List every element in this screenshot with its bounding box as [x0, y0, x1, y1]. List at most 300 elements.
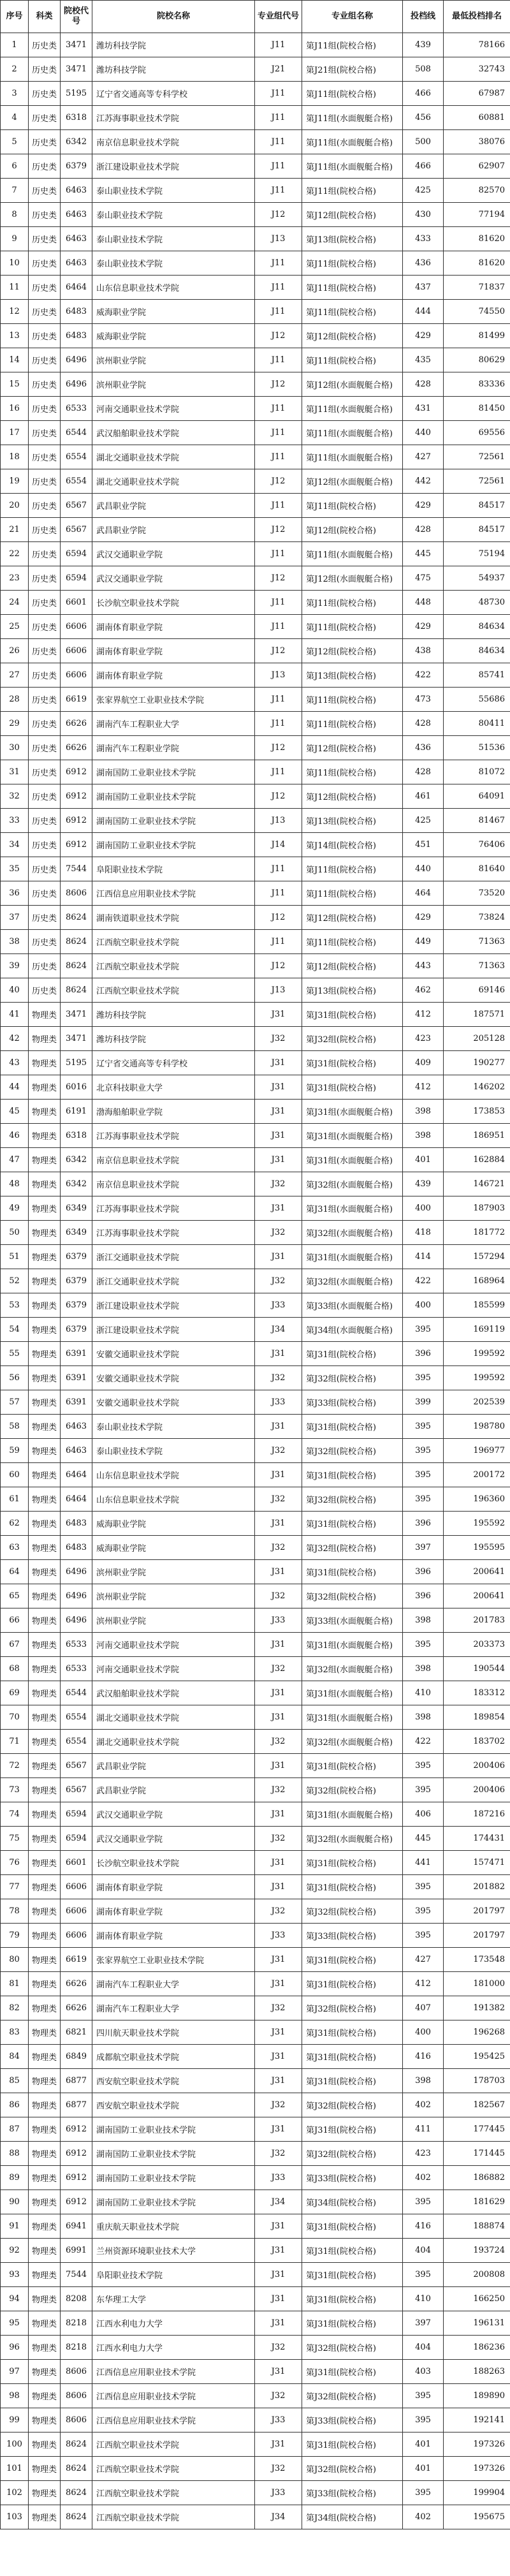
cell-cutoff-score: 473 — [403, 688, 444, 712]
cell-school-code: 6463 — [61, 203, 92, 227]
cell-cutoff-score: 445 — [403, 542, 444, 566]
table-row — [1, 179, 510, 203]
table-row — [1, 833, 510, 857]
cell-school-name: 江西航空职业技术学院 — [92, 930, 255, 954]
cell-major-group-name: 第J14组(院校合格) — [302, 833, 403, 857]
cell-category: 物理类 — [29, 1924, 61, 1948]
cell-category: 物理类 — [29, 2263, 61, 2287]
cell-min-rank: 181772 — [444, 1221, 510, 1245]
cell-school-code: 6567 — [61, 494, 92, 518]
cell-cutoff-score: 466 — [403, 154, 444, 179]
cell-min-rank: 196268 — [444, 2020, 510, 2045]
cell-major-group-code: J12 — [255, 203, 302, 227]
table-row — [1, 978, 510, 1003]
cell-min-rank: 83336 — [444, 372, 510, 397]
cell-major-group-code: J12 — [255, 518, 302, 542]
cell-school-name: 威海职业学院 — [92, 1512, 255, 1536]
cell-major-group-name: 第J31组(院校合格) — [302, 1851, 403, 1875]
cell-major-group-name: 第J32组(水面舰艇合格) — [302, 1730, 403, 1754]
cell-school-code: 6544 — [61, 421, 92, 445]
cell-major-group-name: 第J11组(院校合格) — [302, 300, 403, 324]
cell-seq: 21 — [1, 518, 29, 542]
cell-major-group-code: J31 — [255, 1051, 302, 1075]
cell-seq: 97 — [1, 2360, 29, 2384]
cell-category: 物理类 — [29, 1463, 61, 1487]
cell-school-name: 威海职业学院 — [92, 324, 255, 348]
table-row — [1, 1342, 510, 1366]
table-row — [1, 1027, 510, 1051]
cell-min-rank: 182567 — [444, 2093, 510, 2117]
cell-school-name: 湖南国防工业职业技术学院 — [92, 2166, 255, 2190]
cell-cutoff-score: 418 — [403, 1221, 444, 1245]
cell-category: 物理类 — [29, 1899, 61, 1924]
cell-major-group-code: J31 — [255, 1148, 302, 1172]
cell-category: 历史类 — [29, 857, 61, 881]
cell-cutoff-score: 449 — [403, 930, 444, 954]
cell-min-rank: 74550 — [444, 300, 510, 324]
cell-major-group-name: 第J31组(水面舰艇合格) — [302, 1196, 403, 1221]
cell-major-group-code: J31 — [255, 1948, 302, 1972]
table-row — [1, 1245, 510, 1269]
cell-school-name: 西安航空职业技术学院 — [92, 2093, 255, 2117]
cell-major-group-name: 第J31组(院校合格) — [302, 2360, 403, 2384]
cell-school-name: 滨州职业学院 — [92, 1560, 255, 1584]
cell-school-name: 浙江建设职业技术学院 — [92, 154, 255, 179]
cell-school-name: 湖南汽车工程职业大学 — [92, 712, 255, 736]
cell-seq: 42 — [1, 1027, 29, 1051]
table-body — [1, 33, 510, 2529]
table-row — [1, 2360, 510, 2384]
cell-school-name: 湖南汽车工程职业学院 — [92, 736, 255, 760]
cell-min-rank: 81620 — [444, 251, 510, 276]
cell-major-group-code: J11 — [255, 615, 302, 639]
cell-seq: 18 — [1, 445, 29, 469]
cell-seq: 30 — [1, 736, 29, 760]
cell-school-code: 6463 — [61, 1415, 92, 1439]
cell-school-name: 湖南国防工业职业技术学院 — [92, 784, 255, 809]
cell-school-name: 江西航空职业技术学院 — [92, 2481, 255, 2505]
cell-seq: 39 — [1, 954, 29, 978]
cell-school-name: 江西航空职业技术学院 — [92, 2505, 255, 2529]
cell-min-rank: 183312 — [444, 1681, 510, 1705]
cell-major-group-name: 第J12组(院校合格) — [302, 906, 403, 930]
cell-major-group-code: J31 — [255, 2263, 302, 2287]
cell-major-group-name: 第J12组(院校合格) — [302, 736, 403, 760]
cell-major-group-name: 第J33组(院校合格) — [302, 1924, 403, 1948]
cell-school-name: 江苏海事职业技术学院 — [92, 1221, 255, 1245]
table-row — [1, 2287, 510, 2311]
cell-major-group-code: J31 — [255, 2214, 302, 2239]
cell-school-name: 湖南国防工业职业技术学院 — [92, 833, 255, 857]
cell-category: 物理类 — [29, 1972, 61, 1996]
cell-seq: 80 — [1, 1948, 29, 1972]
cell-school-code: 5195 — [61, 82, 92, 106]
cell-min-rank: 201882 — [444, 1875, 510, 1899]
cell-cutoff-score: 433 — [403, 227, 444, 251]
cell-school-code: 6594 — [61, 566, 92, 591]
cell-category: 物理类 — [29, 2336, 61, 2360]
cell-cutoff-score: 440 — [403, 421, 444, 445]
cell-cutoff-score: 398 — [403, 1657, 444, 1681]
cell-min-rank: 77194 — [444, 203, 510, 227]
cell-school-name: 渤海船舶职业学院 — [92, 1100, 255, 1124]
cell-seq: 95 — [1, 2311, 29, 2336]
table-row — [1, 1463, 510, 1487]
cell-seq: 27 — [1, 663, 29, 688]
table-row — [1, 930, 510, 954]
cell-school-name: 湖南国防工业职业技术学院 — [92, 2142, 255, 2166]
table-row — [1, 881, 510, 906]
cell-school-code: 6533 — [61, 1633, 92, 1657]
cell-school-name: 长沙航空职业技术学院 — [92, 591, 255, 615]
cell-major-group-name: 第J32组(院校合格) — [302, 1536, 403, 1560]
cell-major-group-name: 第J33组(院校合格) — [302, 2481, 403, 2505]
cell-school-code: 6912 — [61, 784, 92, 809]
cell-cutoff-score: 397 — [403, 2311, 444, 2336]
cell-school-name: 武汉交通职业学院 — [92, 1802, 255, 1827]
cell-cutoff-score: 395 — [403, 1366, 444, 1390]
cell-seq: 36 — [1, 881, 29, 906]
cell-category: 历史类 — [29, 978, 61, 1003]
cell-school-code: 6626 — [61, 736, 92, 760]
cell-major-group-code: J34 — [255, 2505, 302, 2529]
cell-cutoff-score: 429 — [403, 494, 444, 518]
cell-school-code: 6554 — [61, 1705, 92, 1730]
cell-school-name: 辽宁省交通高等专科学校 — [92, 1051, 255, 1075]
cell-seq: 2 — [1, 57, 29, 82]
table-row — [1, 906, 510, 930]
cell-category: 历史类 — [29, 518, 61, 542]
cell-major-group-name: 第J31组(院校合格) — [302, 1051, 403, 1075]
cell-seq: 83 — [1, 2020, 29, 2045]
cell-cutoff-score: 441 — [403, 1851, 444, 1875]
cell-school-code: 8606 — [61, 881, 92, 906]
cell-major-group-name: 第J11组(院校合格) — [302, 591, 403, 615]
cell-major-group-code: J12 — [255, 566, 302, 591]
cell-cutoff-score: 428 — [403, 760, 444, 784]
cell-seq: 76 — [1, 1851, 29, 1875]
cell-seq: 63 — [1, 1536, 29, 1560]
cell-major-group-name: 第J31组(院校合格) — [302, 1075, 403, 1100]
cell-min-rank: 48730 — [444, 591, 510, 615]
cell-category: 历史类 — [29, 179, 61, 203]
header-seq: 序号 — [1, 1, 29, 33]
header-major-group-code: 专业组代号 — [255, 1, 302, 33]
cell-major-group-name: 第J32组(院校合格) — [302, 2336, 403, 2360]
table-row — [1, 276, 510, 300]
cell-major-group-name: 第J13组(院校合格) — [302, 663, 403, 688]
table-row — [1, 542, 510, 566]
table-row — [1, 1633, 510, 1657]
cell-category: 物理类 — [29, 2117, 61, 2142]
table-row — [1, 2117, 510, 2142]
cell-school-name: 张家界航空工业职业技术学院 — [92, 688, 255, 712]
table-row — [1, 1681, 510, 1705]
cell-seq: 78 — [1, 1899, 29, 1924]
cell-major-group-code: J31 — [255, 1560, 302, 1584]
cell-category: 物理类 — [29, 1681, 61, 1705]
cell-major-group-name: 第J33组(水面舰艇合格) — [302, 1293, 403, 1318]
cell-major-group-code: J12 — [255, 639, 302, 663]
table-row — [1, 1269, 510, 1293]
cell-school-code: 6877 — [61, 2069, 92, 2093]
cell-category: 物理类 — [29, 2311, 61, 2336]
cell-school-code: 6567 — [61, 1754, 92, 1778]
cell-school-code: 6379 — [61, 1293, 92, 1318]
cell-category: 物理类 — [29, 1584, 61, 1608]
cell-major-group-code: J32 — [255, 1778, 302, 1802]
cell-cutoff-score: 401 — [403, 2457, 444, 2481]
cell-cutoff-score: 425 — [403, 179, 444, 203]
cell-school-name: 湖南体育职业学院 — [92, 615, 255, 639]
cell-school-code: 6912 — [61, 833, 92, 857]
cell-major-group-code: J11 — [255, 276, 302, 300]
cell-major-group-code: J11 — [255, 881, 302, 906]
cell-seq: 24 — [1, 591, 29, 615]
cell-min-rank: 181629 — [444, 2190, 510, 2214]
table-row — [1, 1221, 510, 1245]
cell-school-name: 张家界航空工业职业技术学院 — [92, 1948, 255, 1972]
cell-school-name: 湖南体育职业学院 — [92, 1875, 255, 1899]
header-min-rank: 最低投档排名 — [444, 1, 510, 33]
cell-seq: 68 — [1, 1657, 29, 1681]
cell-major-group-name: 第J31组(院校合格) — [302, 2020, 403, 2045]
cell-min-rank: 171445 — [444, 2142, 510, 2166]
cell-major-group-code: J11 — [255, 542, 302, 566]
cell-seq: 40 — [1, 978, 29, 1003]
cell-school-code: 6496 — [61, 1560, 92, 1584]
cell-major-group-name: 第J32组(院校合格) — [302, 1584, 403, 1608]
cell-major-group-code: J31 — [255, 1342, 302, 1366]
cell-school-code: 6496 — [61, 348, 92, 372]
cell-category: 历史类 — [29, 591, 61, 615]
cell-min-rank: 183702 — [444, 1730, 510, 1754]
cell-major-group-name: 第J31组(水面舰艇合格) — [302, 1148, 403, 1172]
table-row — [1, 1536, 510, 1560]
cell-cutoff-score: 395 — [403, 2408, 444, 2432]
cell-major-group-code: J11 — [255, 591, 302, 615]
cell-cutoff-score: 451 — [403, 833, 444, 857]
cell-major-group-code: J31 — [255, 2020, 302, 2045]
cell-min-rank: 181000 — [444, 1972, 510, 1996]
cell-min-rank: 192141 — [444, 2408, 510, 2432]
cell-school-code: 6379 — [61, 1318, 92, 1342]
cell-cutoff-score: 430 — [403, 203, 444, 227]
cell-school-name: 安徽交通职业技术学院 — [92, 1366, 255, 1390]
cell-major-group-name: 第J11组(院校合格) — [302, 251, 403, 276]
cell-major-group-name: 第J33组(院校合格) — [302, 1390, 403, 1415]
cell-major-group-name: 第J11组(院校合格) — [302, 179, 403, 203]
cell-cutoff-score: 402 — [403, 2093, 444, 2117]
cell-category: 物理类 — [29, 2481, 61, 2505]
cell-school-name: 安徽交通职业技术学院 — [92, 1342, 255, 1366]
cell-min-rank: 201783 — [444, 1608, 510, 1633]
cell-min-rank: 173853 — [444, 1100, 510, 1124]
cell-major-group-name: 第J31组(水面舰艇合格) — [302, 1705, 403, 1730]
cell-major-group-code: J31 — [255, 1075, 302, 1100]
cell-major-group-code: J31 — [255, 1003, 302, 1027]
cell-category: 历史类 — [29, 106, 61, 130]
cell-category: 历史类 — [29, 227, 61, 251]
cell-school-code: 6594 — [61, 1827, 92, 1851]
cell-major-group-name: 第J32组(院校合格) — [302, 1899, 403, 1924]
cell-major-group-name: 第J12组(院校合格) — [302, 324, 403, 348]
cell-cutoff-score: 397 — [403, 1536, 444, 1560]
table-row — [1, 2045, 510, 2069]
cell-school-code: 6554 — [61, 445, 92, 469]
table-row — [1, 2142, 510, 2166]
cell-cutoff-score: 395 — [403, 1899, 444, 1924]
cell-major-group-code: J31 — [255, 1802, 302, 1827]
table-row — [1, 1778, 510, 1802]
cell-major-group-name: 第J11组(院校合格) — [302, 857, 403, 881]
cell-school-code: 8624 — [61, 2432, 92, 2457]
cell-seq: 65 — [1, 1584, 29, 1608]
cell-school-code: 6349 — [61, 1196, 92, 1221]
cell-major-group-name: 第J32组(水面舰艇合格) — [302, 1269, 403, 1293]
cell-major-group-name: 第J11组(院校合格) — [302, 494, 403, 518]
cell-school-name: 武汉船舶职业技术学院 — [92, 421, 255, 445]
cell-school-code: 6483 — [61, 1512, 92, 1536]
table-row — [1, 1196, 510, 1221]
cell-category: 历史类 — [29, 881, 61, 906]
cell-cutoff-score: 429 — [403, 324, 444, 348]
cell-school-name: 湖北交通职业技术学院 — [92, 445, 255, 469]
cell-cutoff-score: 429 — [403, 906, 444, 930]
cell-cutoff-score: 395 — [403, 2481, 444, 2505]
cell-major-group-code: J31 — [255, 2432, 302, 2457]
table-row — [1, 2263, 510, 2287]
cell-category: 历史类 — [29, 566, 61, 591]
cell-school-name: 威海职业学院 — [92, 1536, 255, 1560]
table-row — [1, 736, 510, 760]
header-major-group-name: 专业组名称 — [302, 1, 403, 33]
cell-major-group-code: J11 — [255, 712, 302, 736]
cell-major-group-code: J11 — [255, 154, 302, 179]
cell-seq: 94 — [1, 2287, 29, 2311]
table-row — [1, 1608, 510, 1633]
cell-category: 物理类 — [29, 1342, 61, 1366]
cell-school-name: 泰山职业技术学院 — [92, 1439, 255, 1463]
table-row — [1, 445, 510, 469]
cell-major-group-code: J31 — [255, 1633, 302, 1657]
cell-cutoff-score: 462 — [403, 978, 444, 1003]
cell-seq: 50 — [1, 1221, 29, 1245]
cell-seq: 44 — [1, 1075, 29, 1100]
cell-category: 物理类 — [29, 1124, 61, 1148]
cell-school-name: 南京信息职业技术学院 — [92, 1148, 255, 1172]
cell-major-group-name: 第J31组(院校合格) — [302, 1415, 403, 1439]
cell-min-rank: 55686 — [444, 688, 510, 712]
cell-category: 历史类 — [29, 688, 61, 712]
cell-cutoff-score: 395 — [403, 1875, 444, 1899]
table-row — [1, 130, 510, 154]
cell-major-group-code: J13 — [255, 978, 302, 1003]
cell-major-group-name: 第J12组(院校合格) — [302, 518, 403, 542]
cell-major-group-code: J32 — [255, 1657, 302, 1681]
cell-cutoff-score: 407 — [403, 1996, 444, 2020]
cell-school-code: 6463 — [61, 179, 92, 203]
cell-cutoff-score: 429 — [403, 615, 444, 639]
cell-seq: 33 — [1, 809, 29, 833]
cell-major-group-code: J11 — [255, 857, 302, 881]
cell-category: 物理类 — [29, 1390, 61, 1415]
cell-seq: 23 — [1, 566, 29, 591]
cell-category: 物理类 — [29, 2214, 61, 2239]
cell-school-name: 湖南国防工业职业技术学院 — [92, 2117, 255, 2142]
cell-school-name: 武昌职业学院 — [92, 494, 255, 518]
cell-min-rank: 195592 — [444, 1512, 510, 1536]
cell-cutoff-score: 398 — [403, 1608, 444, 1633]
cell-cutoff-score: 395 — [403, 1463, 444, 1487]
cell-category: 历史类 — [29, 494, 61, 518]
cell-category: 物理类 — [29, 1802, 61, 1827]
cell-major-group-name: 第J11组(水面舰艇合格) — [302, 130, 403, 154]
cell-school-code: 6379 — [61, 154, 92, 179]
cell-category: 历史类 — [29, 930, 61, 954]
cell-major-group-name: 第J13组(院校合格) — [302, 809, 403, 833]
cell-min-rank: 85741 — [444, 663, 510, 688]
cell-min-rank: 82570 — [444, 179, 510, 203]
table-row — [1, 1390, 510, 1415]
cell-cutoff-score: 409 — [403, 1051, 444, 1075]
cell-category: 物理类 — [29, 1172, 61, 1196]
cell-cutoff-score: 411 — [403, 2117, 444, 2142]
cell-category: 物理类 — [29, 1875, 61, 1899]
cell-major-group-code: J11 — [255, 494, 302, 518]
cell-min-rank: 195595 — [444, 1536, 510, 1560]
cell-min-rank: 200641 — [444, 1560, 510, 1584]
cell-major-group-name: 第J31组(院校合格) — [302, 2287, 403, 2311]
table-row — [1, 1100, 510, 1124]
cell-seq: 14 — [1, 348, 29, 372]
cell-cutoff-score: 395 — [403, 1924, 444, 1948]
cell-major-group-code: J31 — [255, 1463, 302, 1487]
cell-category: 历史类 — [29, 954, 61, 978]
cell-seq: 88 — [1, 2142, 29, 2166]
cell-min-rank: 76406 — [444, 833, 510, 857]
cell-major-group-code: J33 — [255, 1293, 302, 1318]
cell-school-name: 重庆航天职业技术学院 — [92, 2214, 255, 2239]
cell-school-name: 威海职业学院 — [92, 300, 255, 324]
cell-cutoff-score: 410 — [403, 1681, 444, 1705]
cell-school-code: 3471 — [61, 1003, 92, 1027]
cell-major-group-name: 第J31组(院校合格) — [302, 1972, 403, 1996]
cell-major-group-code: J12 — [255, 469, 302, 494]
cell-school-code: 3471 — [61, 57, 92, 82]
cell-min-rank: 178703 — [444, 2069, 510, 2093]
cell-category: 物理类 — [29, 1948, 61, 1972]
cell-seq: 58 — [1, 1415, 29, 1439]
cell-major-group-name: 第J11组(水面舰艇合格) — [302, 421, 403, 445]
cell-seq: 48 — [1, 1172, 29, 1196]
cell-school-code: 6318 — [61, 1124, 92, 1148]
cell-seq: 84 — [1, 2045, 29, 2069]
cell-category: 历史类 — [29, 663, 61, 688]
table-row — [1, 82, 510, 106]
cell-seq: 51 — [1, 1245, 29, 1269]
cell-major-group-code: J12 — [255, 736, 302, 760]
cell-seq: 75 — [1, 1827, 29, 1851]
cell-cutoff-score: 436 — [403, 736, 444, 760]
cell-seq: 49 — [1, 1196, 29, 1221]
cell-seq: 91 — [1, 2214, 29, 2239]
cell-category: 历史类 — [29, 760, 61, 784]
cell-cutoff-score: 442 — [403, 469, 444, 494]
cell-major-group-code: J31 — [255, 1245, 302, 1269]
cell-major-group-code: J33 — [255, 1924, 302, 1948]
cell-seq: 45 — [1, 1100, 29, 1124]
